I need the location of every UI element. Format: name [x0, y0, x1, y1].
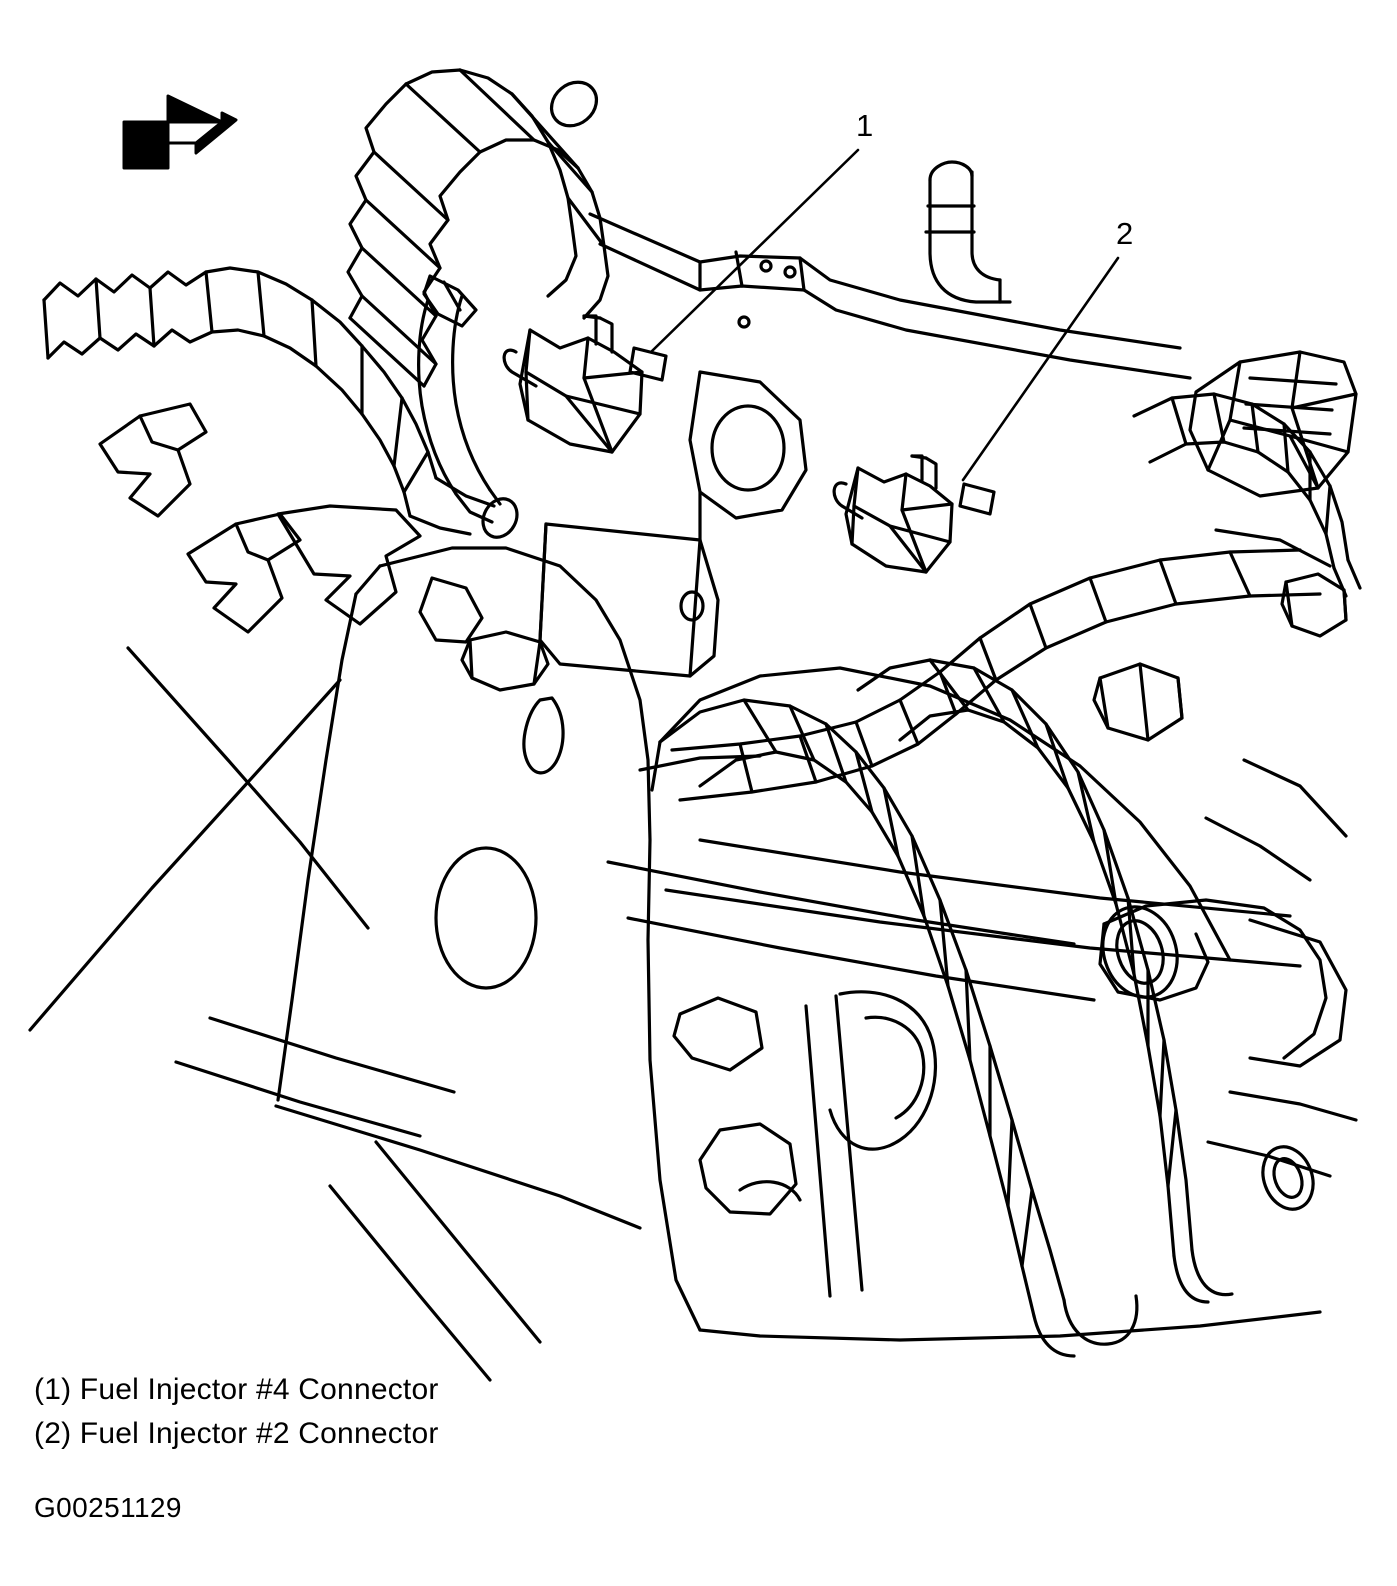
- engine-bracket-casting: [278, 524, 718, 1330]
- figure-code: G00251129: [34, 1492, 182, 1523]
- callout-number-1: 1: [856, 108, 874, 143]
- corrugated-hose-upper-vertical: [348, 70, 608, 386]
- fuel-injector-4-connector: [504, 316, 666, 452]
- upper-metal-rail: [590, 214, 1190, 378]
- mid-left-tube: [419, 296, 524, 543]
- callout-leader-2: [963, 258, 1118, 480]
- legend-item-2: (2) Fuel Injector #2 Connector: [34, 1417, 439, 1450]
- hose-end-clip: [424, 276, 476, 326]
- mid-panel-lines: [608, 756, 1094, 1000]
- vent-tube-top-right: [926, 162, 1010, 302]
- right-bolt-hex-lower: [1094, 664, 1182, 740]
- retaining-clips-left: [100, 404, 420, 632]
- legend-item-1: (1) Fuel Injector #4 Connector: [34, 1373, 439, 1406]
- lower-engine-block: [652, 668, 1320, 1340]
- callout-number-2: 2: [1116, 216, 1134, 251]
- right-side-connector-block: [1190, 352, 1356, 496]
- view-direction-arrow: [124, 96, 236, 168]
- corrugated-hose-lower-right-2: [858, 660, 1232, 1302]
- fuel-injector-2-connector: [834, 456, 994, 572]
- callout-leader-1: [651, 150, 858, 352]
- legend: [34, 1368, 934, 1456]
- right-bolt-hex-upper: [1282, 574, 1346, 636]
- lower-left-panel-lines: [30, 648, 640, 1380]
- oval-boss-ring: [690, 372, 806, 540]
- corrugated-hose-lower-right: [660, 700, 1137, 1356]
